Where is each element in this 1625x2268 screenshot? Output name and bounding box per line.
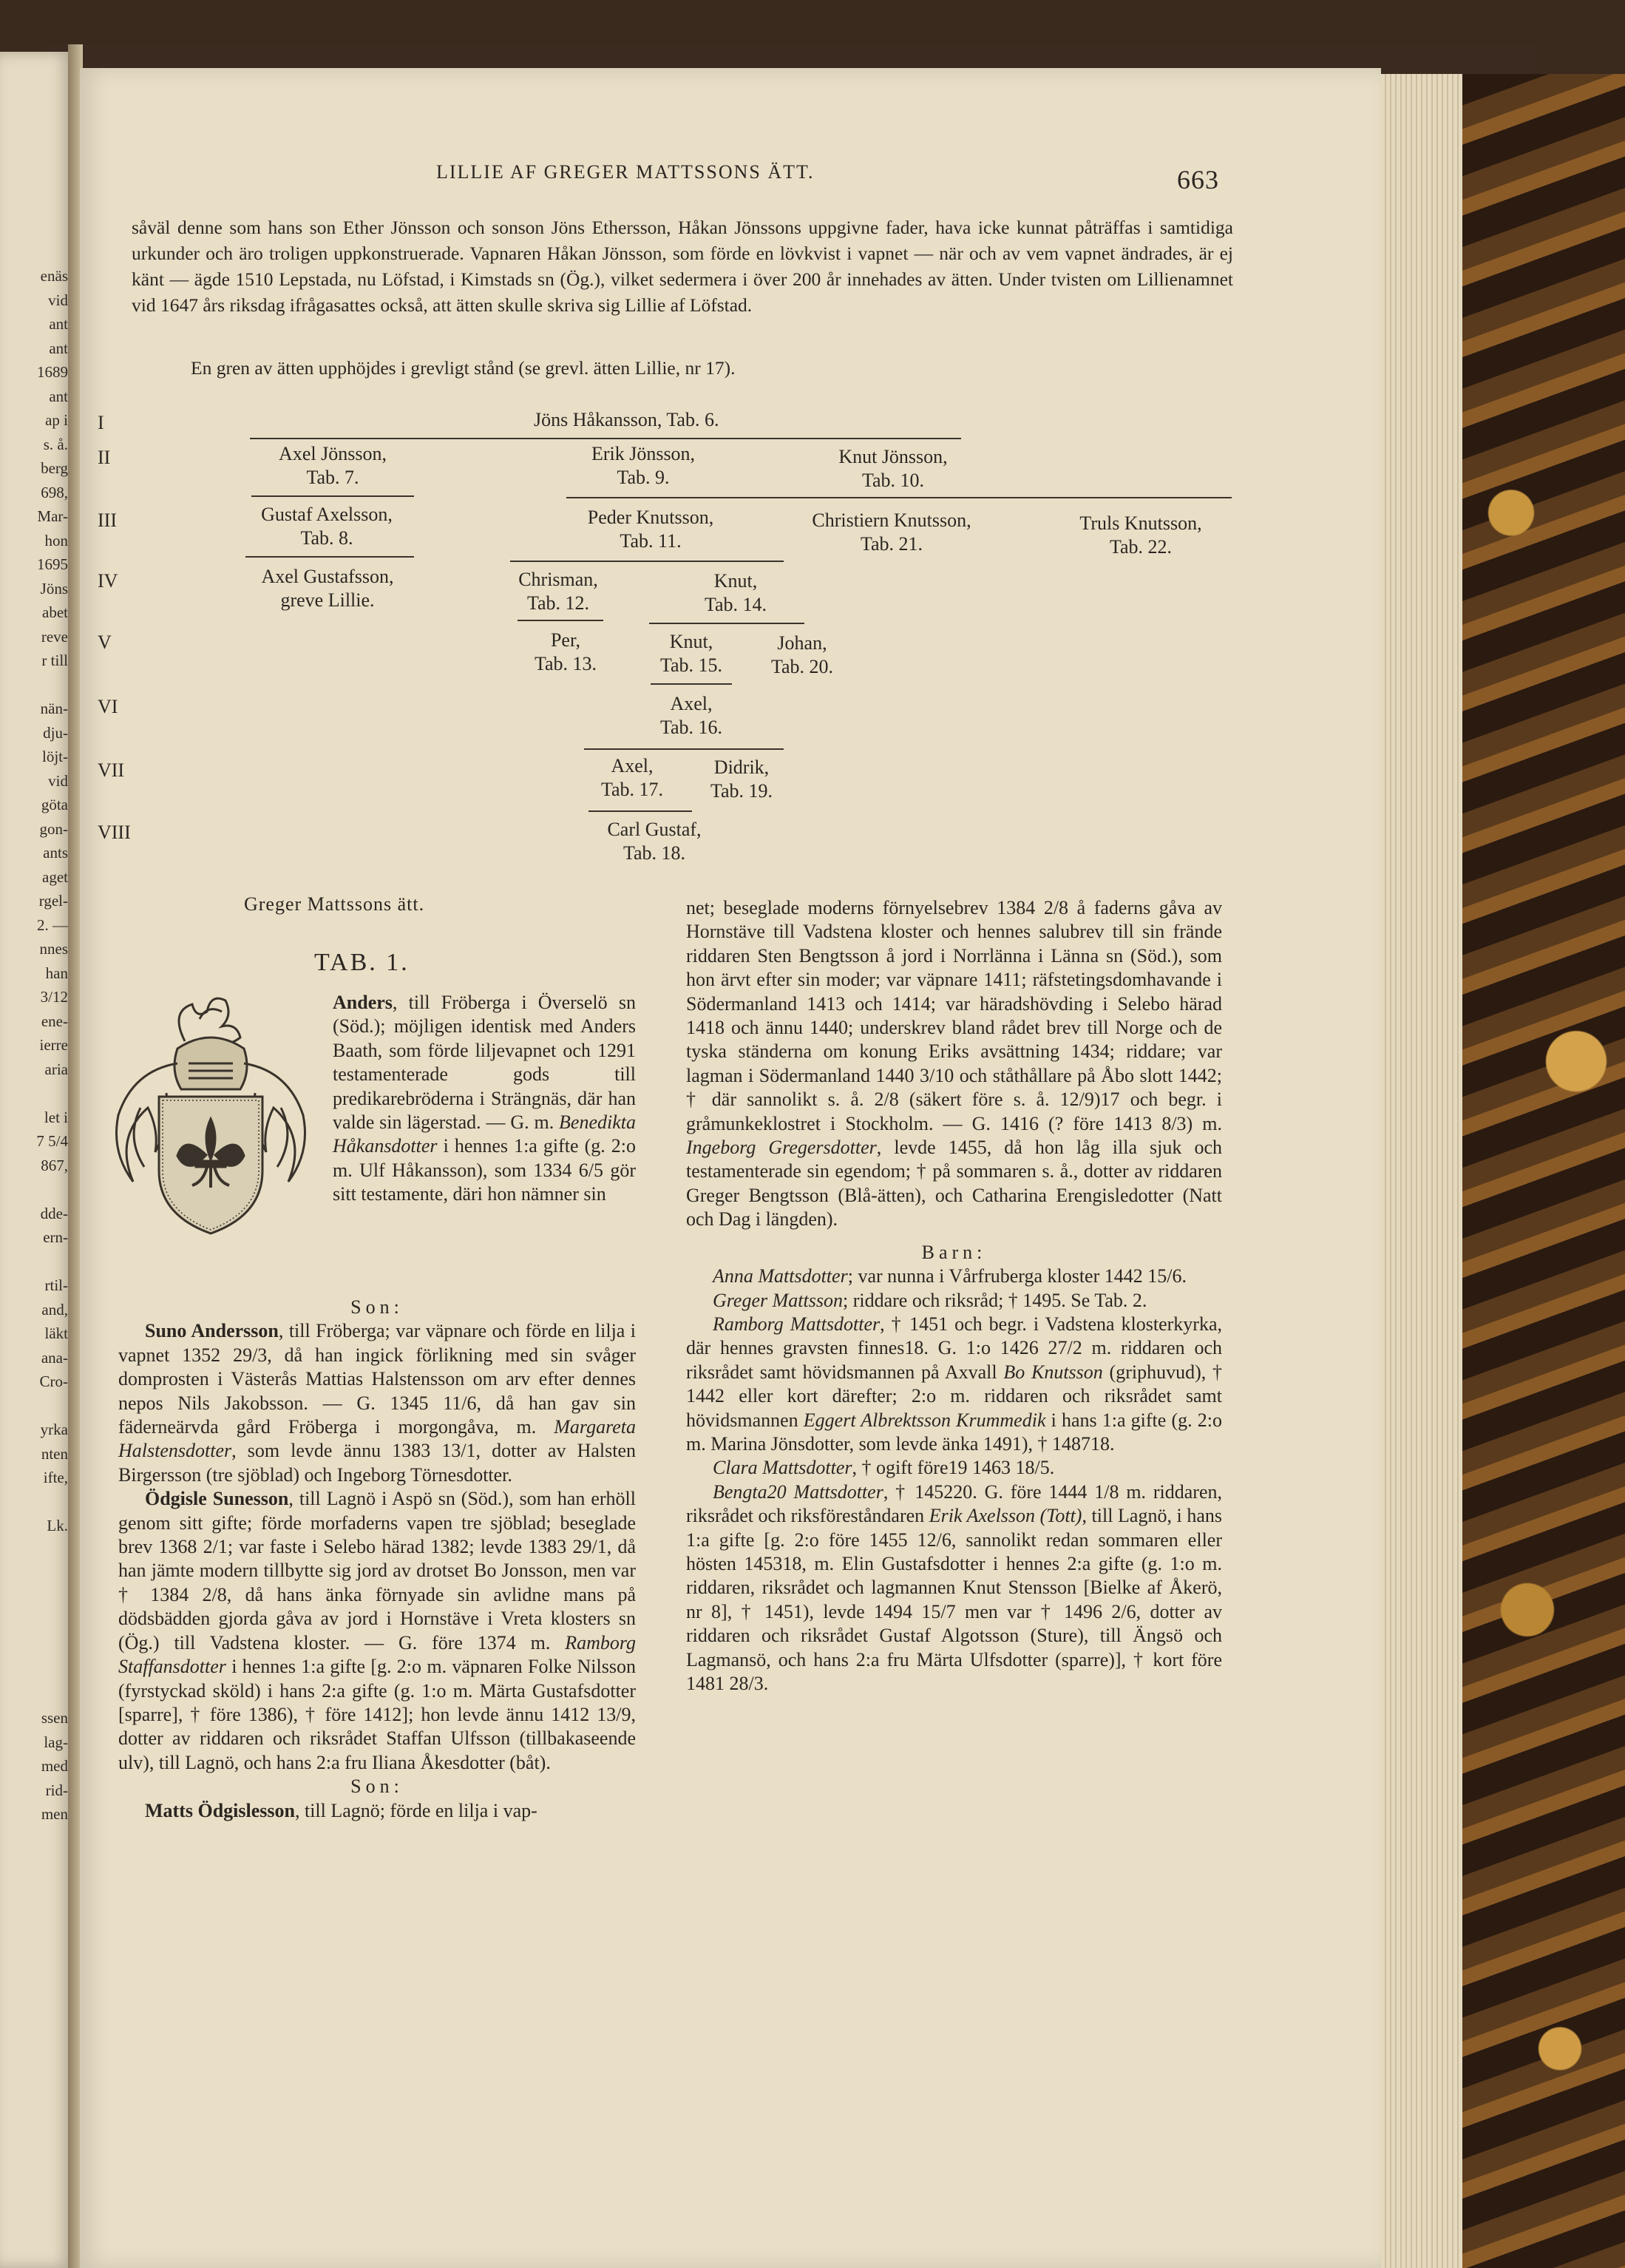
entry-text: , levde 1455, då hon låg illa sjuk och testamenterade sin egendom; † på sommaren s. å., dotter av riddaren Greger Bengtsson (Blå-ätten), och Catharina Erengisledotter (Natt och Dag i längden).: [686, 1137, 1223, 1231]
node-johan: Johan, Tab. 20.: [770, 632, 834, 677]
left-page-fragment: ssen: [41, 1709, 68, 1727]
left-page-fragment: men: [41, 1805, 68, 1823]
person-name: Clara Mattsdotter: [713, 1457, 852, 1479]
left-page-fragment: abet: [42, 603, 68, 621]
page-number: 663: [1177, 165, 1219, 194]
left-page-fragment: reve: [41, 627, 68, 646]
entry-text: , till Lagnö, i hans 1:a gifte [g. 2:o före 1455 12/6, sannolikt redan sommaren eller hösten 145318, m. Elin Gustafsdotter i hennes 2:a gifte (g. 1:o m. riddaren, riksrådet och lagmannen Knut Stensson [Bielke af Åkerö, nr 8], † 1451), levde 1494 15/7 men var † 1496 2/6, dotter av riddaren och riksrådet Gustaf Algotsson (Sture), till Ängsö och Lagmansö, och hans 2:a fru Märta Ulfsdotter (sparre)], † kort före 1481 28/3.: [686, 1505, 1223, 1694]
marbled-cover: [1462, 74, 1625, 2268]
entry-anna: [686, 1265, 1222, 1288]
left-column: [118, 1296, 636, 1823]
entry-matts: [118, 1799, 636, 1823]
right-column: [686, 896, 1222, 1696]
node-jons-hakansson: Jöns Håkansson, Tab. 6.: [534, 409, 719, 430]
left-page-fragment: ierre: [39, 1036, 68, 1054]
left-page-fragment: han: [45, 964, 68, 982]
left-page-fragment: ana-: [41, 1348, 68, 1367]
left-page-fragment: ant: [49, 387, 68, 405]
left-page-fragment: s. å.: [43, 435, 68, 453]
left-page-fragment: berg: [41, 459, 68, 477]
spouse-name: Eggert Albrektsson Krummedik: [803, 1409, 1046, 1431]
generation-label: III: [98, 510, 117, 531]
left-page-fragment: rid-: [45, 1781, 68, 1799]
connector-line: [588, 810, 692, 812]
left-page-fragment: rgel-: [38, 892, 68, 910]
spouse-name: Ramborg Staffansdotter: [118, 1631, 636, 1678]
person-name: Suno Andersson: [145, 1320, 279, 1342]
left-page-fragment: ant: [49, 339, 68, 357]
left-page-fragment: löjt-: [42, 748, 68, 765]
left-page-fragment: ene-: [41, 1012, 68, 1030]
node-christiern-knutsson: Christiern Knutsson, Tab. 21.: [812, 510, 971, 555]
left-page-fragment: ifte,: [43, 1469, 68, 1486]
running-head: LILLIE AF GREGER MATTSSONS ÄTT.: [436, 161, 815, 183]
branch-paragraph: En gren av ätten upphöjdes i grevligt stånd (se grevl. ätten Lillie, nr 17).: [191, 357, 736, 379]
spouse-name: Benedikta Håkansdotter: [333, 1111, 636, 1157]
son-heading: Son:: [350, 1776, 404, 1798]
generation-label: V: [98, 632, 112, 653]
left-page-fragment: 2. —: [37, 915, 68, 934]
left-page-fragment: 7 5/4: [36, 1132, 68, 1150]
entry-text: ; var nunna i Vårfruberga kloster 1442 15/6.: [847, 1265, 1187, 1287]
generation-label: II: [98, 447, 111, 468]
page-edges: [1381, 74, 1462, 2268]
node-gustaf-axelsson: Gustaf Axelsson, Tab. 8.: [261, 504, 393, 549]
entry-text: , † 145220. G. före 1444 1/8 m. riddaren, riksrådet och riksföreståndaren: [686, 1480, 1222, 1527]
node-truls-knutsson: Truls Knutsson, Tab. 22.: [1079, 512, 1202, 558]
spouse-name: Erik Axelsson (Tott): [929, 1505, 1082, 1527]
left-page-fragment: ap i: [45, 411, 68, 429]
entry-text: , till Lagnö i Aspö sn (Söd.), som han erhöll genom sitt gifte; förde morfaderns vapen tre sjöblad; beseglade brev 1368 2/1; var faste i Selebo härad 1382; levde 1383 29/1, då han jämte modern tillbytte sig jord av drotset Bo Jonsson, men var † 1384 2/8, då hans änka förnyade sin avlidne mans på dödsbädden gjorda gåva av jord i Hornstäve i Vreta klosters sn (Ög.) till Vadstena kloster. — G. före 1374 m.: [118, 1488, 637, 1653]
connector-line: [518, 620, 603, 621]
left-page-fragment: Cro-: [39, 1372, 68, 1390]
entry-suno: [118, 1319, 636, 1487]
left-page-fragment: yrka: [40, 1421, 68, 1438]
generation-label: VII: [98, 759, 125, 781]
barn-heading: Barn:: [921, 1241, 987, 1263]
left-page-fragment: nän-: [40, 700, 68, 717]
tab1-text-a: , till Fröberga i Överselö sn (Söd.); möjligen identisk med Anders Baath, som förde liljevapnet och 1291 testamenterade gods till predikarebröderna i Strängnäs, där han valde sin lägerstad. — G. m.: [333, 992, 636, 1134]
entry-clara: [686, 1456, 1222, 1480]
left-page-fragment: lag-: [44, 1733, 68, 1751]
node-carl-gustaf: Carl Gustaf, Tab. 18.: [607, 819, 702, 864]
spouse-name: Ingeborg Gregersdotter: [686, 1137, 877, 1159]
left-page-fragment: rtil-: [44, 1276, 68, 1294]
node-knut-tab15: Knut, Tab. 15.: [659, 631, 723, 676]
connector-line: [250, 438, 961, 439]
left-page-fragment: 3/12: [40, 988, 68, 1006]
left-page-fragment: and,: [41, 1300, 68, 1319]
left-page-fragment: dde-: [40, 1204, 68, 1222]
left-page-fragment: let i: [44, 1108, 68, 1126]
person-name: Bengta20 Mattsdotter: [713, 1480, 883, 1503]
entry-text: ; riddare och riksråd; † 1495. Se Tab. 2.: [842, 1289, 1147, 1311]
left-page-fragment: r till: [41, 651, 68, 669]
node-erik-jonsson: Erik Jönsson, Tab. 9.: [591, 443, 696, 488]
left-page-fragment: nten: [41, 1444, 68, 1463]
generation-label: IV: [98, 570, 118, 592]
node-peder-knutsson: Peder Knutsson, Tab. 11.: [587, 507, 714, 552]
left-page-fragment: gon-: [39, 819, 68, 838]
entry-odgisle: [118, 1487, 636, 1775]
left-page-fragment: ants: [43, 844, 68, 861]
left-page-fragment: 698,: [41, 483, 68, 501]
left-page-fragment: 1695: [37, 555, 68, 573]
node-knut-tab14: Knut, Tab. 14.: [704, 570, 767, 615]
node-axel-tab17: Axel, Tab. 17.: [600, 755, 664, 800]
person-name: Ödgisle Sunesson: [145, 1488, 289, 1510]
intro-paragraph: såväl denne som hans son Ether Jönsson och sonson Jöns Ethersson, Håkan Jönssons uppgivne fader, hava icke kunnat påträffas i samtidiga urkunder och äro troligen uppkonstruerade. Vapnaren Håkan Jönsson, som förde en lövkvist i vapnet — när och av vem vapnet ändrades, är ej känt — ägde 1510 Lepstada, nu Löfstad, i Kimstads sn (Ög.), vilket sedermera i över 200 år innehades av ätten. Under tvisten om Lillienamnet vid 1647 års riksdag ifrågasattes också, att ätten skulle skriva sig Lillie af Löfstad.: [132, 217, 1233, 316]
person-name: Anders: [333, 992, 393, 1013]
left-page-fragment: dju-: [43, 723, 68, 742]
tab1-text-b: i hennes 1:a gifte (g. 2:o m. Ulf Håkansson), som 1334 6/5 gör sitt testamente, däri hon nämner sin: [333, 1135, 636, 1205]
left-page-fragment: aria: [44, 1060, 68, 1078]
left-page-fragment: aget: [42, 867, 68, 886]
entry-text: (griphuvud), † 1442 eller kort därefter; 2:o m. riddaren och riksrådet samt hövidsmannen: [686, 1361, 1222, 1431]
left-page-fragment: hon: [44, 531, 68, 549]
entry-matts-cont: [686, 896, 1222, 1232]
left-page-fragment: Jöns: [40, 579, 68, 598]
entry-text: , till Lagnö; förde en lilja i vap-: [294, 1799, 537, 1821]
left-page-fragment: ern-: [43, 1228, 68, 1246]
connector-line: [251, 495, 414, 497]
generation-label: I: [98, 412, 104, 433]
left-page-edge: [0, 52, 72, 2268]
entry-bengta: [686, 1480, 1222, 1696]
left-page-fragment: enäs: [40, 267, 68, 285]
generation-label: VI: [98, 696, 118, 717]
connector-line: [651, 683, 732, 685]
spouse-name: Margareta Halstensdotter: [118, 1416, 636, 1462]
node-knut-jonsson: Knut Jönsson, Tab. 10.: [838, 446, 948, 491]
tab-title: TAB. 1.: [314, 949, 410, 976]
tab1-intro: [333, 991, 636, 1207]
left-page-fragment: vid: [48, 771, 68, 790]
left-page-fragment: med: [41, 1757, 68, 1775]
node-axel-gustafsson: Axel Gustafsson, greve Lillie.: [261, 566, 394, 611]
person-name: Greger Mattsson: [713, 1289, 843, 1311]
entry-greger: [686, 1289, 1222, 1313]
left-page-fragment: 1689: [37, 363, 68, 381]
generation-label: VIII: [98, 822, 131, 843]
connector-line: [584, 748, 784, 750]
left-page-fragment: göta: [41, 796, 68, 813]
entry-ramborg: [686, 1313, 1222, 1456]
node-axel-jonsson: Axel Jönsson, Tab. 7.: [279, 443, 387, 488]
entry-text: net; beseglade moderns förnyelsebrev 1384 2/8 å faderns gåva av Hornstäve till Vadstena kloster och hennes salubrev till sin frände riddaren Sten Bengtsson å jord i Norrlänna i Länna sn (Söd.), som hon ärvt efter sin moder; var väpnare 1411; räfstetingsdomhavande i Södermanland 1413 och 1414; var häradshövding i Selebo härad 1418 och ännu 1440; underskrev bland rådet brev till Norge och de tyska ständerna om konung Eriks avsättning 1434; riddare; var lagman i Södermanland 1440 3/10 och ståthållare på Åbo slott 1442; † där sannolikt s. å. 2/8 (säkert före s. å. 12/9)17 och begr. i gråmunkeklostret i Stockholm. — G. 1416 (? före 1413 8/3) m.: [686, 897, 1222, 1134]
node-didrik: Didrik, Tab. 19.: [710, 756, 773, 802]
person-name: Anna Mattsdotter: [713, 1265, 848, 1287]
section-title: Greger Mattssons ätt.: [244, 893, 425, 915]
entry-text: , som levde ännu 1383 13/1, dotter av Halsten Birgersson (tre sjöblad) och Ingeborg Törnesdotter.: [118, 1440, 636, 1486]
connector-line: [510, 561, 784, 562]
left-page-fragment: Mar-: [37, 507, 68, 525]
left-page-fragment: 867,: [41, 1156, 68, 1174]
person-name: Matts Ödgislesson: [145, 1799, 295, 1821]
spouse-name: Bo Knutsson: [1003, 1361, 1103, 1383]
person-name: Ramborg Mattsdotter: [713, 1313, 881, 1335]
left-page-fragment: Lk.: [47, 1517, 68, 1534]
entry-text: , till Fröberga; var väpnare och förde en lilja i vapnet 1352 29/3, då han ingick förlikning med sin svåger domprosten i Västerås Mattias Halstensson om arv efter dennes nepos Nils Jakobsson. — G. 1345 11/6, då han gav sin fäderneärvda gård Fröberga i morgongåva, m.: [118, 1320, 637, 1438]
node-chrisman: Chrisman, Tab. 12.: [518, 569, 598, 614]
connector-line: [245, 556, 414, 558]
son-heading: Son:: [350, 1296, 404, 1318]
left-page-fragment: nnes: [39, 940, 68, 958]
left-page-fragment: läkt: [44, 1324, 68, 1342]
left-page-fragment: ant: [49, 315, 68, 333]
entry-text: , † ogift före19 1463 18/5.: [852, 1457, 1055, 1479]
connector-line: [649, 623, 804, 624]
entry-text: i hennes 1:a gifte [g. 2:o m. väpnaren Folke Nilsson (fyrstyckad sköld) i hans 2:a gifte (g. 1:o m. Märta Gustafsdotter [sparre], † före 1386), † före 1412]; hon levde ännu 1412 13/9, dotter av riddaren och riksrådet Staffan Ulfsson (tillbakaseende ulv), till Lagnö, och hans 2:a fru Iliana Åkesdotter (båt).: [118, 1656, 636, 1773]
connector-line: [566, 497, 1232, 498]
entry-text: , † 1451 och begr. i Vadstena klosterkyrka, där hennes gravsten finnes18. G. 1:o 1426 27/2 m. riddaren och riksrådet samt hövidsmannen på Axvall: [686, 1313, 1222, 1383]
left-page-fragment: vid: [48, 291, 68, 309]
entry-text: i hans 1:a gifte (g. 2:o m. Marina Jönsdotter, som levde änka 1491), † 148718.: [686, 1409, 1222, 1455]
node-axel-tab16: Axel, Tab. 16.: [659, 693, 723, 738]
coat-of-arms-icon: [96, 997, 325, 1248]
node-per: Per, Tab. 13.: [534, 629, 597, 674]
